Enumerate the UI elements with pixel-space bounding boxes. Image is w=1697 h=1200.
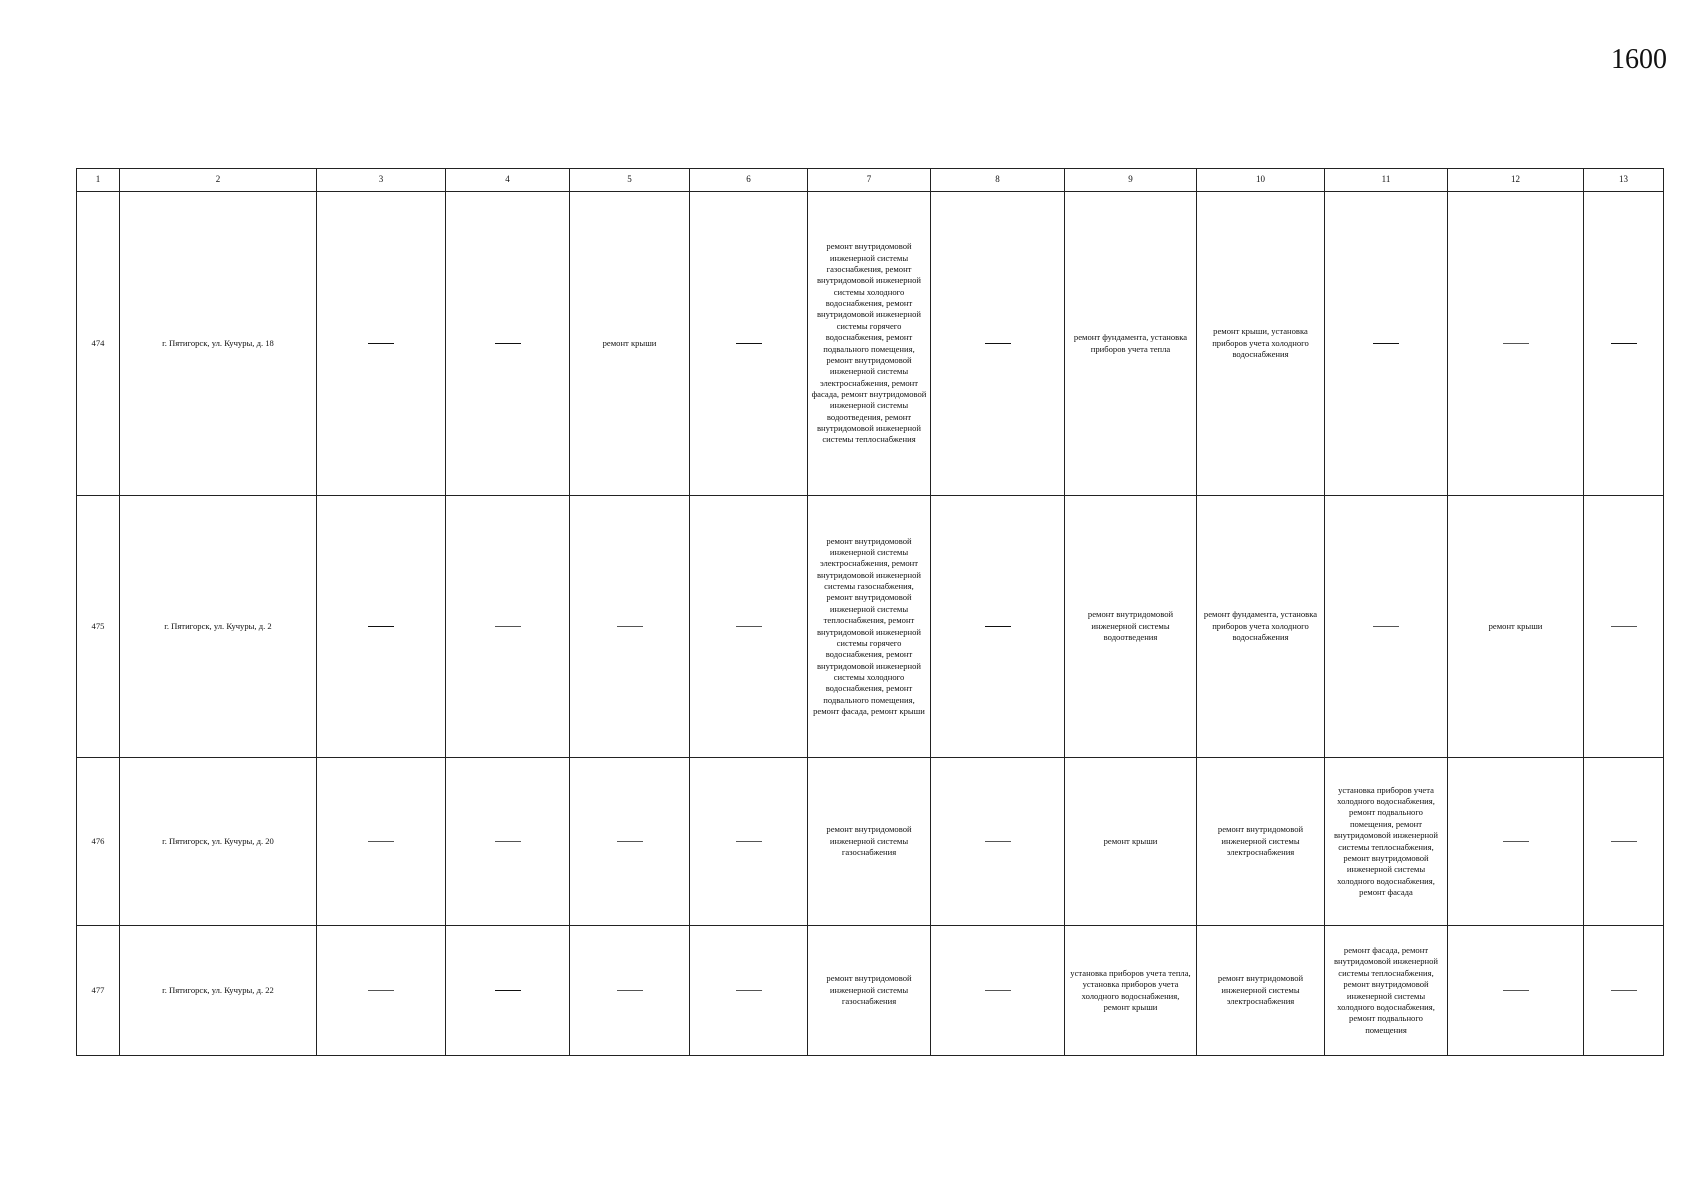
- table-row: [77, 926, 1664, 1056]
- empty-cell-dash: [931, 758, 1065, 926]
- empty-cell-dash: [570, 496, 690, 758]
- header-cell: 2: [120, 169, 317, 192]
- work-cell-col12: ремонт крыши: [1448, 496, 1584, 758]
- work-cell-col9: установка приборов учета тепла, установка приборов учета холодного водоснабжения, ремонт крыши: [1065, 926, 1197, 1056]
- work-cell-col10: ремонт фундамента, установка приборов учета холодного водоснабжения: [1197, 496, 1325, 758]
- work-cell-col7: ремонт внутридомовой инженерной системы электроснабжения, ремонт внутридомовой инженерной системы газоснабжения, ремонт внутридомовой инженерной системы теплоснабжения, ремонт внутридомовой инженерной системы горячего водоснабжения, ремонт внутридомовой инженерной системы холодного водоснабжения, ремонт подвального помещения, ремонт фасада, ремонт крыши: [808, 496, 931, 758]
- page-number: 1600: [1611, 44, 1667, 75]
- work-cell-col11: установка приборов учета холодного водоснабжения, ремонт подвального помещения, ремонт внутридомовой инженерной системы теплоснабжения, ремонт внутридомовой инженерной системы холодного водоснабжения, ремонт фасада: [1325, 758, 1448, 926]
- empty-cell-dash: [1584, 192, 1664, 496]
- repair-schedule-table: [76, 168, 1664, 1056]
- table-row: [77, 192, 1664, 496]
- empty-cell-dash: [570, 758, 690, 926]
- work-cell-col11: ремонт фасада, ремонт внутридомовой инженерной системы теплоснабжения, ремонт внутридомовой инженерной системы холодного водоснабжения, ремонт подвального помещения: [1325, 926, 1448, 1056]
- empty-cell-dash: [446, 926, 570, 1056]
- row-address: г. Пятигорск, ул. Кучуры, д. 2: [120, 496, 317, 758]
- work-cell-col5: ремонт крыши: [570, 192, 690, 496]
- empty-cell-dash: [1325, 192, 1448, 496]
- header-cell: 4: [446, 169, 570, 192]
- empty-cell-dash: [446, 496, 570, 758]
- work-cell-col7: ремонт внутридомовой инженерной системы газоснабжения, ремонт внутридомовой инженерной системы холодного водоснабжения, ремонт внутридомовой инженерной системы горячего водоснабжения, ремонт подвального помещения, ремонт внутридомовой инженерной системы электроснабжения, ремонт фасада, ремонт внутридомовой инженерной системы водоотведения, ремонт внутридомовой инженерной системы теплоснабжения: [808, 192, 931, 496]
- table-row: [77, 496, 1664, 758]
- header-cell: 9: [1065, 169, 1197, 192]
- row-address: г. Пятигорск, ул. Кучуры, д. 22: [120, 926, 317, 1056]
- work-cell-col10: ремонт крыши, установка приборов учета холодного водоснабжения: [1197, 192, 1325, 496]
- work-cell-col7: ремонт внутридомовой инженерной системы газоснабжения: [808, 758, 931, 926]
- empty-cell-dash: [1448, 758, 1584, 926]
- empty-cell-dash: [446, 758, 570, 926]
- empty-cell-dash: [1584, 496, 1664, 758]
- header-cell: 6: [690, 169, 808, 192]
- header-cell: 1: [77, 169, 120, 192]
- empty-cell-dash: [690, 496, 808, 758]
- empty-cell-dash: [690, 926, 808, 1056]
- row-address: г. Пятигорск, ул. Кучуры, д. 20: [120, 758, 317, 926]
- empty-cell-dash: [931, 926, 1065, 1056]
- header-cell: 8: [931, 169, 1065, 192]
- row-number: 476: [77, 758, 120, 926]
- header-cell: 11: [1325, 169, 1448, 192]
- work-cell-col9: ремонт внутридомовой инженерной системы водоотведения: [1065, 496, 1197, 758]
- header-cell: 12: [1448, 169, 1584, 192]
- header-cell: 5: [570, 169, 690, 192]
- empty-cell-dash: [317, 192, 446, 496]
- empty-cell-dash: [317, 926, 446, 1056]
- empty-cell-dash: [1584, 758, 1664, 926]
- empty-cell-dash: [1448, 926, 1584, 1056]
- empty-cell-dash: [446, 192, 570, 496]
- empty-cell-dash: [317, 758, 446, 926]
- work-cell-col9: ремонт фундамента, установка приборов учета тепла: [1065, 192, 1197, 496]
- work-cell-col10: ремонт внутридомовой инженерной системы электроснабжения: [1197, 758, 1325, 926]
- empty-cell-dash: [690, 192, 808, 496]
- empty-cell-dash: [690, 758, 808, 926]
- empty-cell-dash: [931, 192, 1065, 496]
- row-number: 477: [77, 926, 120, 1056]
- empty-cell-dash: [1325, 496, 1448, 758]
- table-row: [77, 758, 1664, 926]
- empty-cell-dash: [570, 926, 690, 1056]
- empty-cell-dash: [931, 496, 1065, 758]
- row-address: г. Пятигорск, ул. Кучуры, д. 18: [120, 192, 317, 496]
- header-cell: 13: [1584, 169, 1664, 192]
- empty-cell-dash: [317, 496, 446, 758]
- row-number: 475: [77, 496, 120, 758]
- work-cell-col7: ремонт внутридомовой инженерной системы газоснабжения: [808, 926, 931, 1056]
- column-number-header: [77, 169, 1664, 192]
- header-cell: 3: [317, 169, 446, 192]
- row-number: 474: [77, 192, 120, 496]
- work-cell-col9: ремонт крыши: [1065, 758, 1197, 926]
- header-cell: 10: [1197, 169, 1325, 192]
- empty-cell-dash: [1584, 926, 1664, 1056]
- work-cell-col10: ремонт внутридомовой инженерной системы электроснабжения: [1197, 926, 1325, 1056]
- empty-cell-dash: [1448, 192, 1584, 496]
- header-cell: 7: [808, 169, 931, 192]
